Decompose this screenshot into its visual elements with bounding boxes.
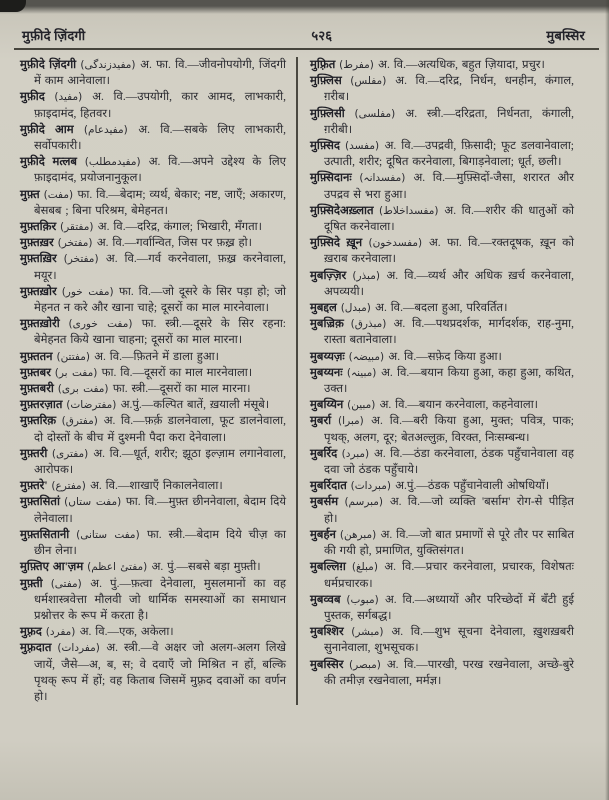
entry-definition: फा. वि.—मुफ़्त छीननेवाला, बेदाम दिये लेनेवाला।	[34, 496, 287, 525]
entry-headword: मुफ़्तख़िर	[20, 253, 64, 266]
entry-definition: फा. वि.—दूसरों का माल मारनेवाला।	[101, 366, 253, 379]
entry-headword: मुबर्सम	[310, 496, 345, 509]
entry-definition: अ. वि.—सबके लिए लाभकारी, सर्वोपकारी।	[34, 123, 286, 153]
entry-urdu-script: (‎مبرد‎)	[341, 447, 375, 460]
entry-definition: अ. वि.—पारखी, परख रखनेवाला, अच्छे-बुरे की तमीज़ रखनेवाला, मर्मज्ञ।	[324, 658, 574, 687]
entry-definition: अ. वि.—गर्व करनेवाला, फ़ख़्र करनेवाला, मयूर।	[34, 253, 286, 282]
entry-urdu-script: (‎مفتری‎)	[51, 447, 94, 460]
entry-headword: मुफ़्तबर	[20, 366, 55, 379]
dictionary-page	[0, 6, 609, 800]
dictionary-entry	[20, 89, 286, 121]
entry-urdu-script: (‎مبردات‎)	[350, 480, 396, 493]
dictionary-entry	[310, 413, 574, 445]
entry-urdu-script: (‎مبین‎)	[347, 399, 380, 412]
text-columns	[0, 50, 609, 705]
entry-headword: मुबस्सिर	[310, 658, 349, 671]
entry-definition: अ.पुं.—कल्पित बातें, ख़याली मंसूबे।	[120, 399, 270, 412]
entry-urdu-script: (‎مفتئ اعظم‎)	[87, 561, 152, 574]
column-right	[298, 57, 574, 705]
entry-urdu-script: (‎مبرهن‎)	[339, 528, 381, 541]
entry-definition: अ. वि.—अत्यधिक, बहुत ज़ियादा, प्रचुर।	[378, 59, 545, 71]
dictionary-entry	[310, 624, 574, 656]
entry-headword: मुफ़्तिए आ'ज़म	[20, 561, 88, 574]
dictionary-entry	[20, 349, 286, 365]
entry-definition: अ. वि.—दरिद्र, कंगाल; भिखारी, मँगता।	[97, 221, 263, 234]
entry-definition: अ. वि.—शरीर की धातुओं को दूषित करनेवाला।	[324, 204, 575, 234]
entry-definition: फा. वि.—जो दूसरे के सिर पड़ा हो; जो मेहनत न करे और खाना चाहे; दूसरों का माल मारनेवाला।	[34, 285, 286, 315]
entry-headword: मुफ़ीद	[20, 91, 55, 104]
dictionary-entry	[310, 478, 574, 494]
entry-urdu-script: (‎مبلغ‎)	[351, 561, 385, 574]
entry-definition: अ. वि.—बयान करनेवाला, कहनेवाला।	[379, 399, 539, 412]
page-number: ५२६	[311, 28, 333, 43]
entry-definition: फा. स्त्री.—बेदाम दिये चीज़ का छीन लेना।	[34, 528, 286, 558]
entry-headword: मुफ़्सिदेअख़्लात	[310, 204, 380, 217]
entry-headword: मुबय्यज़ः	[310, 350, 349, 363]
dictionary-entry	[310, 73, 574, 105]
entry-definition: अ. वि.—एक, अकेला।	[79, 626, 174, 639]
entry-definition: अ. वि.—शाखाएँ निकालनेवाला।	[90, 480, 223, 493]
entry-urdu-script: (‎مبوب‎)	[346, 593, 386, 606]
entry-urdu-script: (‎مبشر‎)	[351, 626, 392, 639]
entry-definition: अ. स्त्री.—वे अक्षर जो अलग-अलग लिखे जायें, जैसे—अ, ब, स; वे दवाएँ जो मिश्रित न हों, बल्कि पृथक् रूप में हों; वह किताब जिसमें मुफ़्रद दवाओं का वर्णन हो।	[34, 642, 286, 703]
entry-definition: अ. वि.—फ़र्क़ डालनेवाला, फूट डालनेवाला, दो दोस्तों के बीच में दुश्मनी पैदा करा देनेवाला।	[34, 415, 286, 444]
entry-definition: अ. वि.—बदला हुआ, परिवर्तित।	[375, 302, 508, 315]
dictionary-entry	[20, 154, 286, 186]
entry-urdu-script: (‎مفت خور‎)	[61, 285, 119, 298]
entry-headword: मुफ़्तख़र	[20, 237, 58, 250]
entry-headword: मुबद्दल	[310, 302, 341, 315]
entry-urdu-script: (‎مفسداخلاط‎)	[379, 204, 445, 217]
entry-urdu-script: (‎مفتی‎)	[50, 577, 91, 590]
entry-urdu-script: (‎مبذرق‎)	[350, 318, 394, 331]
entry-headword: मुबर्हन	[310, 528, 340, 541]
entry-headword: मुबज़्ज़िर	[310, 269, 353, 282]
entry-definition: अ. वि.—गर्वान्वित, जिस पर फ़ख़्र हो।	[96, 237, 252, 250]
dictionary-entry	[20, 284, 286, 316]
entry-headword: मुफ़्तरज़ात	[20, 399, 67, 412]
entry-headword: मुफ़्तरे'	[20, 480, 52, 493]
dictionary-entry	[310, 527, 574, 559]
entry-urdu-script: (‎مفت خوری‎)	[68, 318, 142, 331]
entry-urdu-script: (‎مبرسم‎)	[344, 496, 390, 509]
dictionary-entry	[20, 57, 286, 89]
entry-urdu-script: (‎مفت بر‎)	[54, 366, 102, 379]
column-left	[20, 57, 296, 705]
entry-headword: मुफ़ीदे मत्लब	[20, 156, 85, 169]
dictionary-entry	[310, 559, 574, 591]
entry-headword: मुफ़्सिदे ख़ून	[310, 237, 369, 250]
entry-headword: मुबर्रिदात	[310, 480, 351, 493]
dictionary-entry	[310, 349, 574, 365]
entry-urdu-script: (‎مفترع‎)	[51, 480, 91, 493]
entry-definition: अ. वि.—बयान किया हुआ, कहा हुआ, कथित, उक्त।	[324, 366, 574, 396]
entry-headword: मुफ़्लिसी	[310, 107, 355, 120]
dictionary-entry	[310, 203, 574, 235]
dictionary-entry	[20, 316, 286, 348]
entry-headword: मुबर्रिद	[310, 447, 342, 460]
entry-headword: मुफ़्तसितां	[20, 496, 65, 509]
entry-urdu-script: (‎مبرا‎)	[338, 415, 372, 428]
dictionary-entry	[20, 187, 286, 219]
dictionary-entry	[310, 300, 574, 316]
entry-urdu-script: (‎مفت ستاں‎)	[64, 496, 126, 509]
dictionary-entry	[20, 413, 286, 445]
entry-urdu-script: (‎مفیدزندگی‎)	[80, 59, 141, 71]
entry-definition: अ. वि.—धूर्त, शरीर; झूठा इल्ज़ाम लगानेवाला, आरोपक।	[34, 447, 286, 477]
entry-definition: अ. फा. वि.—रक्तदूषक, ख़ून को ख़राब करनेवाला।	[324, 237, 574, 266]
entry-headword: मुफ़्रदात	[20, 642, 58, 655]
entry-headword: मुफ़्सिद	[310, 140, 346, 153]
entry-urdu-script: (‎مفردات‎)	[57, 642, 107, 655]
entry-urdu-script: (‎مفتقر‎)	[60, 221, 98, 234]
entry-headword: मुफ़्सिदानः	[310, 172, 360, 185]
entry-urdu-script: (‎مفلس‎)	[350, 75, 396, 88]
dictionary-entry	[20, 219, 286, 235]
entry-definition: फा. स्त्री.—दूसरों का माल मारना।	[112, 383, 251, 396]
entry-definition: अ. वि.—उपयोगी, कार आमद, लाभकारी, फ़ाइदामंद, हितवर।	[34, 91, 286, 120]
entry-urdu-script: (‎مفیدمطلب‎)	[84, 156, 149, 169]
dictionary-entry	[310, 397, 574, 413]
entry-definition: अ. वि.—प्रचार करनेवाला, प्रचारक, विशेषतः धर्मप्रचारक।	[324, 561, 574, 590]
entry-definition: अ. वि.—बरी किया हुआ, मुक्त; पवित्र, पाक; पृथक्, अलग, दूर; बेतअल्लुक़, विरक्त, निःसम्बन्ध।	[324, 415, 574, 444]
dictionary-entry	[20, 559, 286, 575]
entry-definition: अ. वि.—व्यर्थ और अधिक ख़र्च करनेवाला, अपव्ययी।	[324, 269, 574, 298]
dictionary-entry	[310, 235, 574, 267]
entry-headword: मुफ़ीदे ज़िंदगी	[20, 59, 81, 71]
dictionary-entry	[20, 527, 286, 559]
running-head-right: मुबस्सिर	[546, 28, 585, 43]
entry-definition: अ. वि.—ठंडा करनेवाला, ठंडक पहुँचानेवाला वह दवा जो ठंडक पहुँचाये।	[324, 447, 575, 477]
entry-headword: मुफ़्तरी	[20, 447, 52, 460]
entry-definition: अ. फा. वि.—जीवनोपयोगी, जिंदगी में काम आनेवाला।	[34, 59, 286, 88]
entry-definition: अ. वि.—पथप्रदर्शक, मार्गदर्शक, राह-नुमा, रास्ता बतानेवाला।	[324, 318, 574, 347]
entry-headword: मुबर्रा	[310, 415, 339, 428]
entry-urdu-script: (‎مفترضات‎)	[66, 399, 121, 412]
entry-urdu-script: (‎مفرد‎)	[45, 626, 80, 639]
dictionary-entry	[20, 251, 286, 283]
entry-definition: फा. वि.—बेदाम; व्यर्थ, बेकार; नष्ट, जाएँ; अकारण, बेसबब ; बिना परिश्रम, बेमेहनत।	[34, 188, 286, 217]
entry-definition: अ. वि.—उपद्रवी, फ़िसादी; फूट डलवानेवाला; उत्पाती, शरीर; दूषित करनेवाला, बिगाड़नेवाला; धूर्त, छली।	[324, 140, 575, 169]
dictionary-entry	[310, 592, 574, 624]
dictionary-entry	[20, 576, 286, 625]
entry-definition: अ. वि.—मुफ़्सिदों-जैसा, शरारत और उपद्रव से भरा हुआ।	[324, 172, 574, 201]
entry-urdu-script: (‎مفرط‎)	[339, 59, 379, 71]
entry-urdu-script: (‎مفتخر‎)	[57, 237, 97, 250]
entry-urdu-script: (‎مفتخر‎)	[63, 253, 106, 266]
running-header	[0, 6, 609, 48]
entry-urdu-script: (‎مفسد‎)	[345, 140, 385, 153]
dictionary-entry	[20, 235, 286, 251]
dictionary-entry	[310, 170, 574, 202]
entry-definition: अ. वि.—अपने उद्देश्य के लिए फ़ाइदामंद, प्रयोजनानुकूल।	[34, 156, 286, 185]
entry-headword: मुफ़्रित	[310, 59, 340, 71]
entry-headword: मुफ़्तरिक़	[20, 415, 62, 428]
entry-definition: अ.पुं.—ठंडक पहुँचानेवाली ओषधियाँ।	[395, 480, 550, 493]
entry-headword: मुफ़ीदे आम	[20, 123, 84, 136]
entry-urdu-script: (‎مفسدخون‎)	[368, 237, 429, 250]
entry-headword: मुफ़्तख़ोर	[20, 285, 62, 298]
entry-urdu-script: (‎مفت ستانی‎)	[76, 528, 147, 541]
entry-urdu-script: (‎مفلسی‎)	[354, 107, 406, 120]
entry-urdu-script: (‎مبدل‎)	[340, 302, 376, 315]
dictionary-entry	[20, 478, 286, 494]
entry-headword: मुबय्यनः	[310, 366, 347, 379]
dictionary-entry	[310, 106, 574, 138]
entry-urdu-script: (‎مبینہ‎)	[346, 366, 382, 379]
entry-definition: अ. वि.—फ़ितने में डाला हुआ।	[94, 350, 219, 363]
dictionary-entry	[20, 365, 286, 381]
entry-definition: अ. स्त्री.—दरिद्रता, निर्धनता, कंगाली, ग़रीबी।	[324, 107, 574, 136]
entry-urdu-script: (‎مبیضہ‎)	[348, 350, 389, 363]
dictionary-entry	[310, 57, 574, 73]
entry-urdu-script: (‎مفت بری‎)	[57, 383, 113, 396]
entry-definition: अ. वि.—सफ़ेद किया हुआ।	[388, 350, 502, 363]
entry-urdu-script: (‎مفترق‎)	[61, 415, 104, 428]
entry-urdu-script: (‎مفید‎)	[54, 91, 93, 104]
dictionary-entry	[20, 381, 286, 397]
running-head-left: मुफ़ीदे ज़िंदगी	[22, 28, 86, 43]
entry-headword: मुफ़्तख़ोरी	[20, 318, 69, 331]
entry-urdu-script: (‎مبذر‎)	[352, 269, 387, 282]
dictionary-entry	[310, 268, 574, 300]
entry-definition: अ. वि.—अध्यायों और परिच्छेदों में बँटी हुई पुस्तक, सर्गबद्ध।	[324, 593, 574, 622]
dictionary-entry	[20, 624, 286, 640]
entry-headword: मुबव्वब	[310, 593, 347, 606]
entry-urdu-script: (‎مفسدانہ‎)	[359, 172, 414, 185]
dictionary-entry	[310, 316, 574, 348]
entry-definition: अ. पुं.—फ़त्वा देनेवाला, मुसलमानों का वह धर्मशास्त्रवेत्ता मौलवी जो धार्मिक समस्याओं का समाधान प्रश्नोत्तर के रूप में करता है।	[34, 577, 287, 622]
entry-headword: मुफ़्तबरी	[20, 383, 58, 396]
entry-headword: मुबश्शिर	[310, 626, 352, 639]
entry-urdu-script: (‎مفتتن‎)	[56, 350, 95, 363]
entry-headword: मुबल्लिग़	[310, 561, 352, 574]
entry-urdu-script: (‎مبصر‎)	[348, 658, 387, 671]
entry-headword: मुफ़्त	[20, 188, 44, 201]
entry-headword: मुबय्यिन	[310, 399, 348, 412]
entry-headword: मुबज़्रिक़	[310, 318, 351, 331]
entry-headword: मुफ़्लिस	[310, 75, 351, 88]
entry-definition: अ. वि.—शुभ सूचना देनेवाला, ख़ुशख़बरी सुनानेवाला, शुभसूचक।	[324, 626, 574, 655]
dictionary-entry	[310, 365, 574, 397]
entry-definition: अ. वि.—दरिद्र, निर्धन, धनहीन, कंगाल, ग़रीब।	[324, 75, 575, 104]
entry-headword: मुफ़्रद	[20, 626, 46, 639]
dictionary-entry	[310, 138, 574, 170]
dictionary-entry	[310, 446, 574, 478]
dictionary-entry	[20, 397, 286, 413]
entry-definition: अ. वि.—जो व्यक्ति 'बर्साम' रोग-से पीड़ित हो।	[324, 496, 574, 525]
entry-definition: अ. पुं.—सबसे बड़ा मुफ़्ती।	[151, 561, 261, 574]
entry-urdu-script: (‎مفت‎)	[43, 188, 78, 201]
dictionary-entry	[310, 657, 574, 689]
dictionary-entry	[20, 640, 286, 705]
dictionary-entry	[310, 494, 574, 526]
entry-definition: अ. वि.—जो बात प्रमाणों से पूरे तौर पर साबित की गयी हो, प्रमाणित, युक्तिसंगत।	[324, 528, 574, 558]
dictionary-entry	[20, 494, 286, 526]
entry-headword: मुफ़्ती	[20, 577, 51, 590]
entry-headword: मुफ़्ततन	[20, 350, 57, 363]
dictionary-entry	[20, 446, 286, 478]
dictionary-entry	[20, 122, 286, 154]
entry-definition: फा. स्त्री.—दूसरे के सिर रहना: बेमेहनत किये खाना चाहना; दूसरों का माल मारना।	[34, 318, 286, 347]
entry-urdu-script: (‎مفیدعام‎)	[83, 123, 139, 136]
entry-headword: मुफ़्तसितानी	[20, 528, 77, 541]
entry-headword: मुफ़्तक़िर	[20, 221, 61, 234]
